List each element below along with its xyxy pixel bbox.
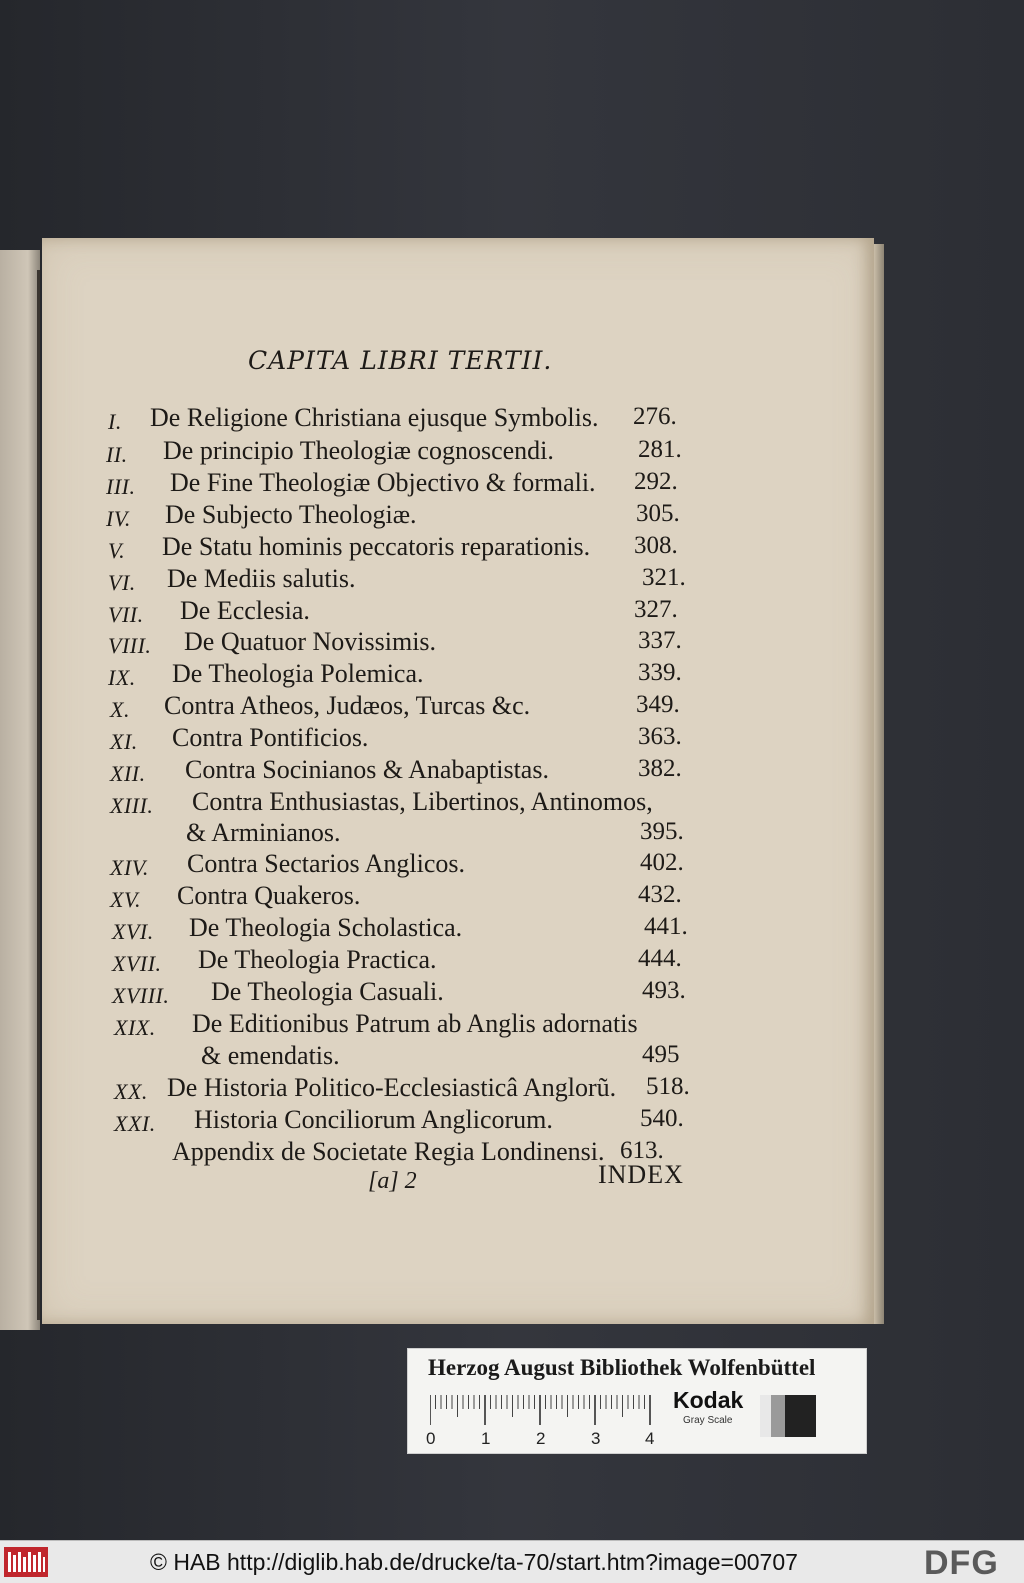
catchword: INDEX <box>598 1160 684 1189</box>
signature-mark: [a] 2 <box>368 1168 417 1194</box>
entry-title: Appendix de Societate Regia Londinensi. <box>172 1137 605 1166</box>
entry-page: 308. <box>634 532 678 559</box>
entry-title: Contra Pontificios. <box>172 723 369 752</box>
entry-title: Contra Enthusiastas, Libertinos, Antinomos, <box>192 787 653 816</box>
entry-title: De Statu hominis peccatoris reparationis. <box>162 532 591 561</box>
scale-number: 1 <box>481 1429 491 1448</box>
entry-number: XVI. <box>112 919 154 944</box>
entry-page: 441. <box>644 913 688 940</box>
entry-page: 495 <box>642 1041 680 1068</box>
kodak-brand: Kodak <box>673 1387 744 1413</box>
toc-entry <box>0 787 1024 821</box>
entry-title: & Arminianos. <box>186 818 341 847</box>
entry-number: XV. <box>110 887 142 912</box>
entry-title: De Theologia Scholastica. <box>189 913 463 942</box>
entry-title: De Religione Christiana ejusque Symbolis. <box>150 403 599 432</box>
entry-number: VIII. <box>108 633 152 658</box>
copyright-url: © HAB http://diglib.hab.de/drucke/ta-70/start.htm?image=00707 <box>150 1549 798 1575</box>
toc-entry <box>0 818 1024 852</box>
library-name: Herzog August Bibliothek Wolfenbüttel <box>428 1355 816 1380</box>
entry-title: De Theologia Polemica. <box>172 659 424 688</box>
scale-number: 4 <box>645 1429 655 1448</box>
toc-entry <box>0 436 1024 470</box>
entry-number: IV. <box>106 506 131 531</box>
toc-entry <box>0 1009 1024 1043</box>
toc-entry <box>0 468 1024 502</box>
toc-entry <box>0 1105 1024 1139</box>
scale-number: 2 <box>536 1429 546 1448</box>
entry-number: XIII. <box>110 793 154 818</box>
entry-page: 276. <box>633 403 677 430</box>
toc-entry <box>0 627 1024 661</box>
entry-title: De Mediis salutis. <box>167 564 356 593</box>
entry-page: 349. <box>636 691 680 718</box>
entry-number: XII. <box>110 761 146 786</box>
entry-number: II. <box>106 442 128 467</box>
entry-title: Contra Atheos, Judæos, Turcas &c. <box>164 691 531 720</box>
entry-page: 395. <box>640 818 684 845</box>
entry-page: 337. <box>638 627 682 654</box>
entry-number: X. <box>110 697 130 722</box>
entry-title: Contra Socinianos & Anabaptistas. <box>185 755 549 784</box>
entry-title: De Quatuor Novissimis. <box>184 627 437 656</box>
entry-number: IX. <box>108 665 136 690</box>
entry-page: 339. <box>638 659 682 686</box>
library-color-card <box>407 1348 867 1454</box>
toc-entry <box>0 532 1024 566</box>
gray-scale-patch <box>760 1395 816 1437</box>
entry-number: XIX. <box>114 1015 156 1040</box>
toc-entry <box>0 1073 1024 1107</box>
entry-page: 281. <box>638 436 682 463</box>
scale-number: 0 <box>426 1429 436 1448</box>
entry-number: VI. <box>108 570 136 595</box>
toc-entry <box>0 403 1024 437</box>
toc-entry <box>0 659 1024 693</box>
entry-page: 292. <box>634 468 678 495</box>
hab-logo-icon <box>4 1547 48 1577</box>
toc-entry <box>0 596 1024 630</box>
entry-page: 402. <box>640 849 684 876</box>
entry-page: 518. <box>646 1073 690 1100</box>
entry-number: XI. <box>110 729 138 754</box>
entry-page: 493. <box>642 977 686 1004</box>
entry-page: 327. <box>634 596 678 623</box>
toc-entry <box>0 723 1024 757</box>
entry-title: De Theologia Practica. <box>198 945 437 974</box>
entry-page: 382. <box>638 755 682 782</box>
entry-title: Contra Sectarios Anglicos. <box>187 849 466 878</box>
entry-title: De Ecclesia. <box>180 596 310 625</box>
footer-bar <box>0 1540 1024 1583</box>
entry-title: De Subjecto Theologiæ. <box>165 500 417 529</box>
toc-entry <box>0 755 1024 789</box>
chapter-heading: CAPITA LIBRI TERTII. <box>248 346 553 375</box>
entry-number: XX. <box>114 1079 148 1104</box>
toc-entry <box>0 913 1024 947</box>
toc-entry <box>0 849 1024 883</box>
entry-page: 432. <box>638 881 682 908</box>
scale-number: 3 <box>591 1429 601 1448</box>
entry-title: & emendatis. <box>201 1041 340 1070</box>
entry-title: De Theologia Casuali. <box>211 977 444 1006</box>
entry-number: XIV. <box>110 855 149 880</box>
entry-number: VII. <box>108 602 144 627</box>
entry-page: 305. <box>636 500 680 527</box>
entry-title: De Editionibus Patrum ab Anglis adornatis <box>192 1009 638 1038</box>
ruler-scale-icon <box>430 1395 655 1425</box>
toc-entry <box>0 564 1024 598</box>
entry-page: 444. <box>638 945 682 972</box>
toc-entry <box>0 881 1024 915</box>
entry-title: De Historia Politico-Ecclesiasticâ Anglorũ. <box>167 1073 617 1102</box>
entry-page: 363. <box>638 723 682 750</box>
entry-title: De Fine Theologiæ Objectivo & formali. <box>170 468 596 497</box>
toc-entry <box>0 691 1024 725</box>
entry-number: XVIII. <box>112 983 170 1008</box>
entry-page: 540. <box>640 1105 684 1132</box>
entry-title: De principio Theologiæ cognoscendi. <box>163 436 554 465</box>
toc-entry <box>0 1137 1024 1171</box>
entry-number: XVII. <box>112 951 162 976</box>
toc-entry <box>0 945 1024 979</box>
entry-title: Historia Conciliorum Anglicorum. <box>194 1105 553 1134</box>
entry-number: I. <box>108 409 122 434</box>
entry-page: 321. <box>642 564 686 591</box>
toc-entry <box>0 1041 1024 1075</box>
toc-entry <box>0 500 1024 534</box>
entry-page: 613. <box>620 1137 664 1164</box>
toc-entry <box>0 977 1024 1011</box>
gray-scale-label: Gray Scale <box>683 1415 733 1426</box>
entry-number: XXI. <box>114 1111 156 1136</box>
dfg-logo: DFG <box>924 1544 999 1582</box>
entry-title: Contra Quakeros. <box>177 881 361 910</box>
entry-number: III. <box>106 474 136 499</box>
entry-number: V. <box>108 538 126 563</box>
